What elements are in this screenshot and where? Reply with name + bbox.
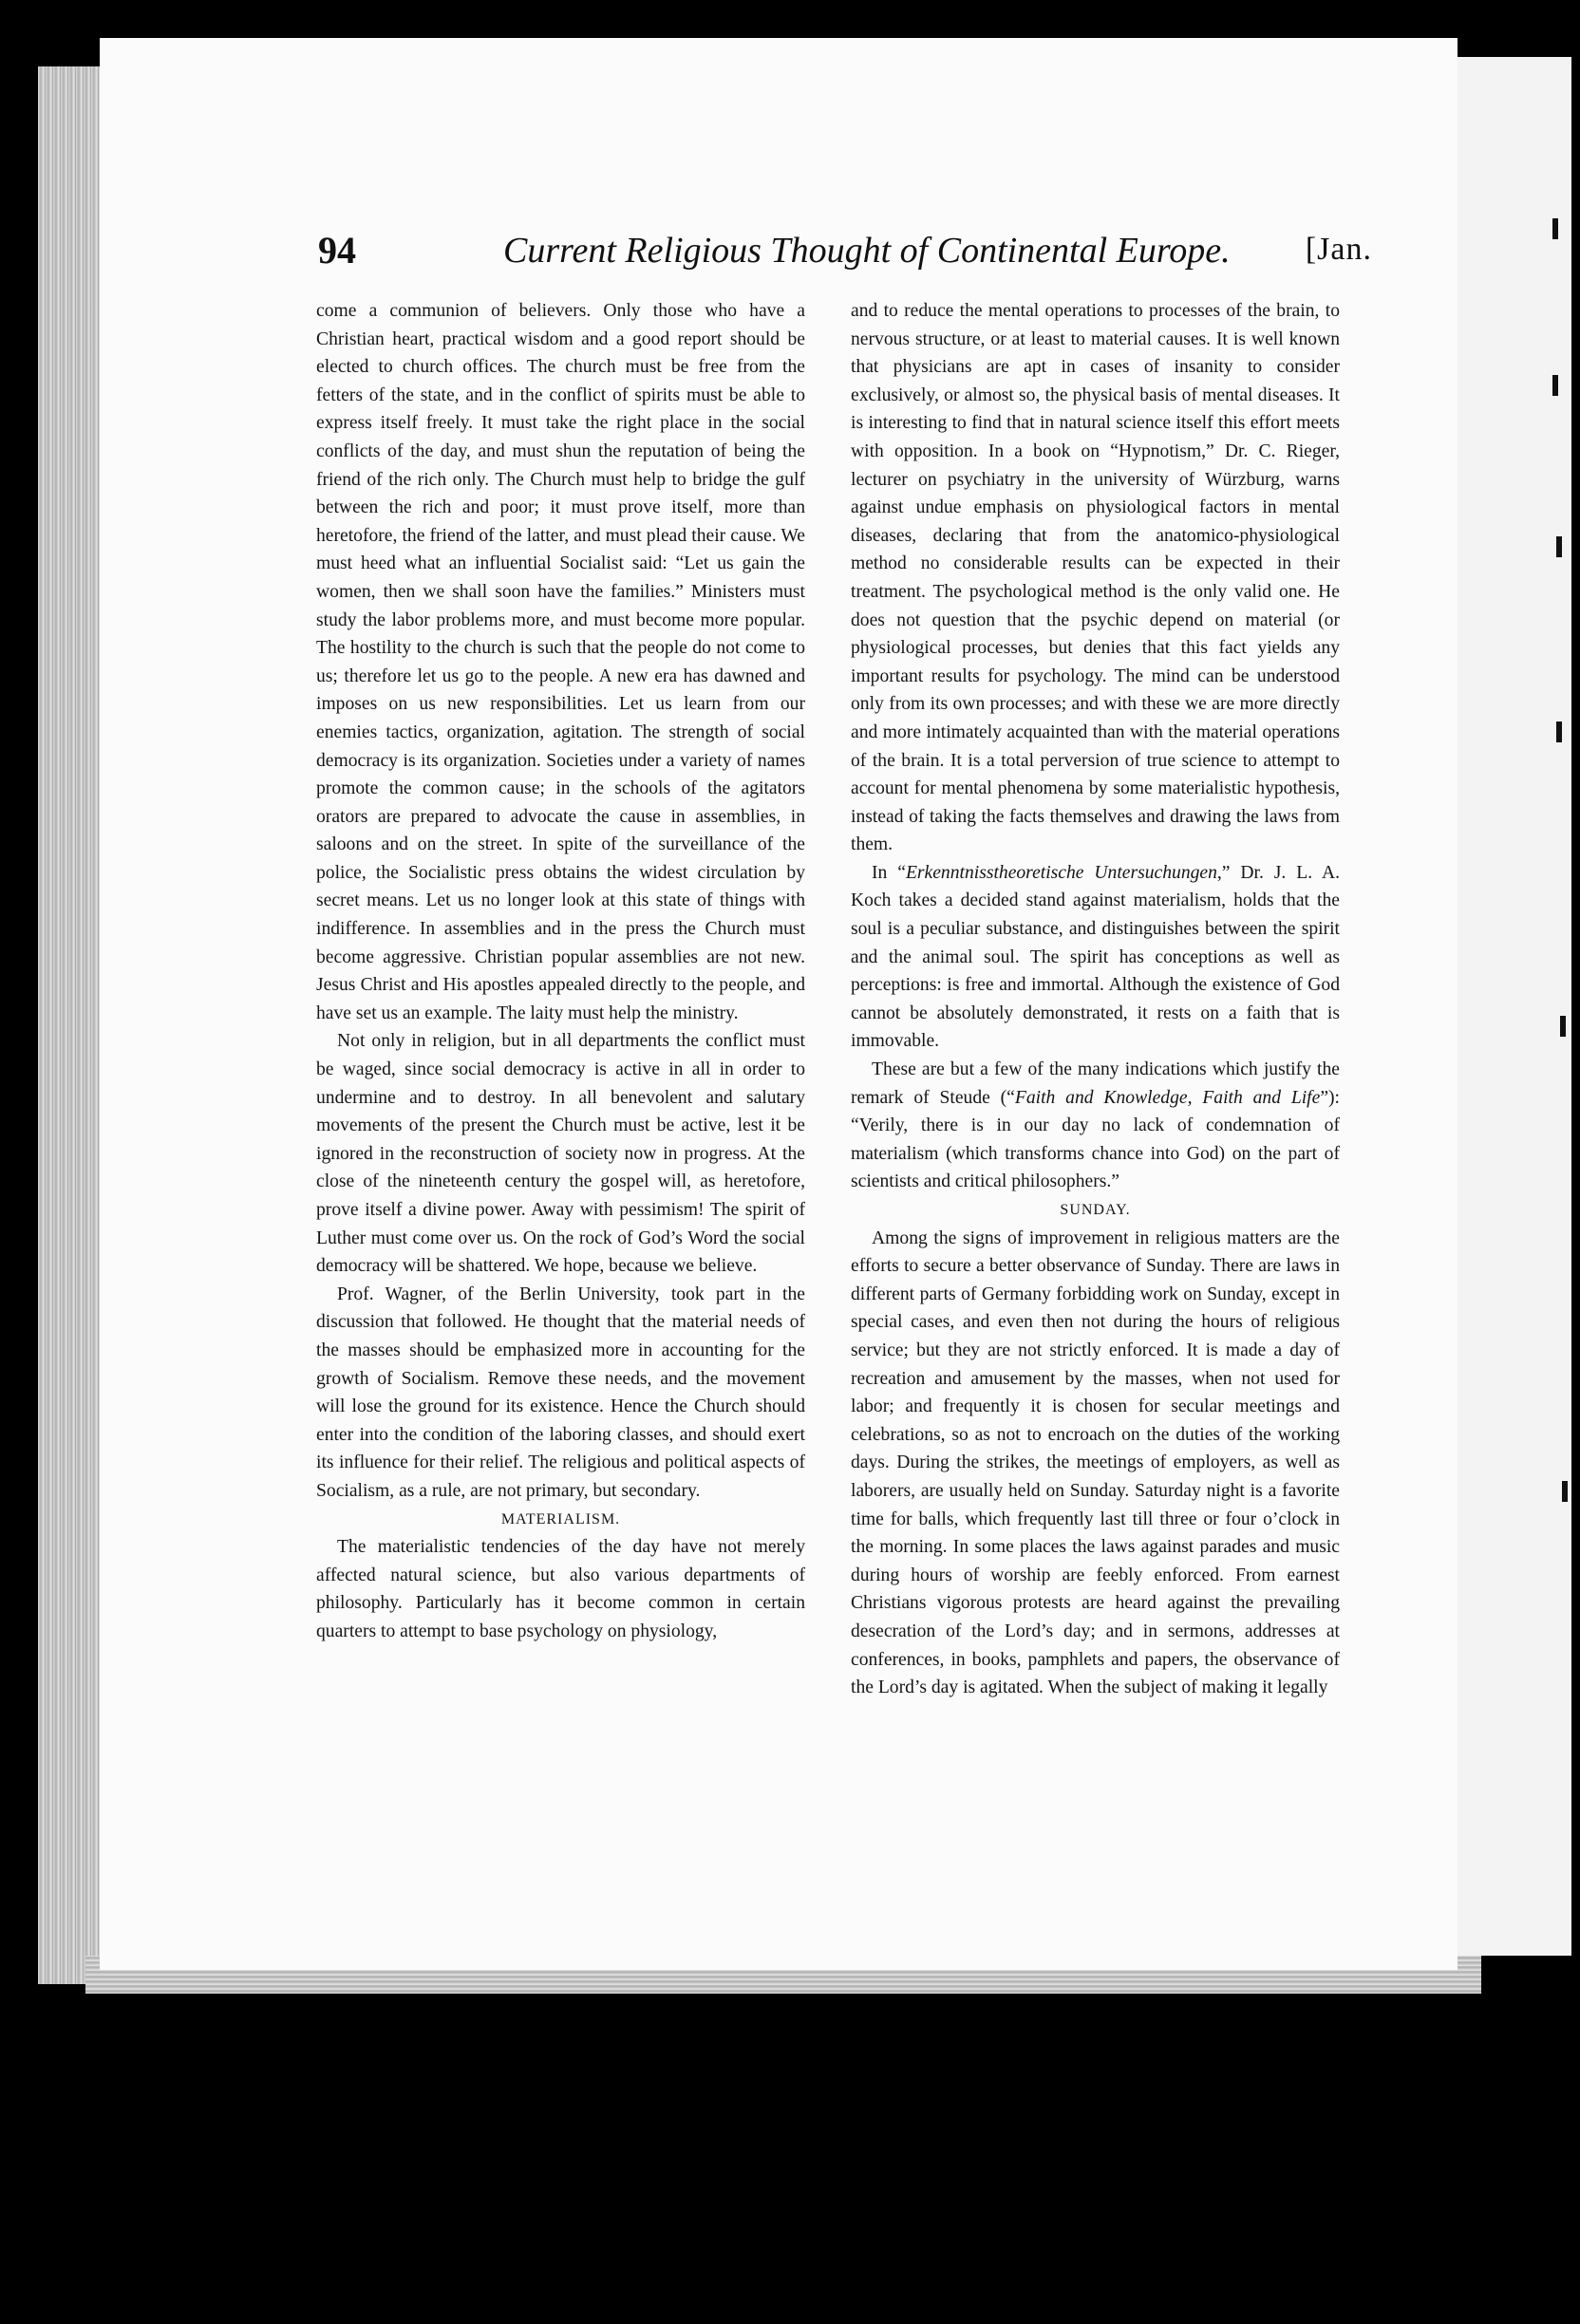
right-column <box>851 297 1340 1702</box>
edge-mark <box>1556 536 1562 557</box>
text-span: These are but a few of the many indications which justify the remark of Steude (“ <box>851 1059 1340 1108</box>
book-page-edges <box>38 66 104 1984</box>
paragraph: Among the signs of improvement in religious matters are the efforts to secure a better observance of Sunday. There are laws in different parts of Germany forbidding work on Sunday, except in special cases, and even then not during the hours of religious service; but they are not strictly enforced. It is made a day of recreation and amusement by the masses, when not used for labor; and frequently it is chosen for secular meetings and celebrations, so as not to encroach on the duties of the working days. During the strikes, the meetings of employers, as well as laborers, are usually held on Sunday. Saturday night is a favorite time for balls, which frequently last till three or four o’clock in the morning. In some places the laws against parades and music during hours of worship are feebly enforced. From earnest Christians vigorous protests are heard against the prevailing desecration of the Lord’s day; and in sermons, addresses at conferences, in books, pamphlets and papers, the observance of the Lord’s day is agitated. When the subject of making it legally <box>851 1228 1340 1698</box>
edge-mark <box>1552 218 1558 239</box>
facing-page-edge <box>1458 57 1571 1956</box>
paragraph: come a communion of believers. Only those who have a Christian heart, practical wisdom and a good report should be elected to church offices. The church must be free from the fetters of the state, and in the conflict of spirits must be able to express itself freely. It must take the right place in the social conflicts of the day, and must shun the reputation of being the friend of the rich only. The Church must help to bridge the gulf between the rich and poor; it must prove itself, more than heretofore, the friend of the latter, and must plead their cause. We must heed what an influential Socialist said: “Let us gain the women, then we shall soon have the families.” Ministers must study the labor problems more, and must become more popular. The hostility to the church is such that the people do not come to us; therefore let us go to the people. A new era has dawned and imposes on us new responsibilities. Let us learn from our enemies tactics, organization, agitation. The strength of social democracy is its organization. Societies under a variety of names promote the common cause; in the schools of the agitators orators are prepared to advocate the cause in assemblies, in saloons and on the street. In spite of the surveillance of the police, the Socialistic press obtains the widest circulation by secret means. Let us no longer look at this state of things with indifference. In assemblies and in the press the Church must become aggressive. Christian popular assemblies are not new. Jesus Christ and His apostles appealed directly to the people, and have set us an example. The laity must help the ministry. <box>316 301 805 1023</box>
running-month: [Jan. <box>1305 232 1372 267</box>
paragraph: Not only in religion, but in all departments the conflict must be waged, since social democracy is active in all in order to undermine and to destroy. In all benevolent and salutary movements of the present the Church must be active, lest it be ignored in the reconstruction of society now in progress. At the close of the nineteenth century the gospel will, as heretofore, prove itself a divine power. Away with pessimism! The spirit of Luther must come over us. On the rock of God’s Word the social democracy will be shattered. We hope, because we believe. <box>316 1031 805 1277</box>
book-title: Erkenntnisstheoretische Untersuchungen <box>905 862 1217 883</box>
book-title: Faith and Knowledge, Faith and Life <box>1014 1087 1321 1108</box>
paragraph: The materialistic tendencies of the day have not merely affected natural science, but also various departments of philosophy. Particularly has it become common in certain quarters to attempt to base psychology on physiology, <box>316 1537 805 1641</box>
page-header <box>318 228 1372 275</box>
paragraph-koch <box>851 859 1340 1056</box>
paragraph-steude <box>851 1056 1340 1196</box>
running-title: Current Religious Thought of Continental Europe. <box>503 231 1231 271</box>
text-span: In “ <box>872 862 906 883</box>
left-column <box>316 297 805 1646</box>
text-span: ,” Dr. J. L. A. Koch takes a decided stand against materialism, holds that the soul is a peculiar substance, and distinguishes between the spirit and the animal soul. The spirit has conceptions as well as perceptions: is free and immortal. Although the existence of God cannot be absolutely demonstrated, it rests on a faith that is immovable. <box>851 862 1340 1052</box>
text-span: ”): “Verily, there is in our day no lack of condemnation of materialism (which transforms chance into God) on the part of scientists and critical philosophers.” <box>851 1087 1340 1192</box>
section-heading-materialism: MATERIALISM. <box>500 1510 621 1527</box>
paragraph: and to reduce the mental operations to processes of the brain, to nervous structure, or at least to material causes. It is well known that physicians are apt in cases of insanity to consider exclusively, or almost so, the physical basis of mental diseases. It is interesting to find that in natural science itself this effort meets with opposition. In a book on “Hypnotism,” Dr. C. Rieger, lecturer on psychiatry in the university of Würzburg, warns against undue emphasis on physiological factors in mental diseases, declaring that from the anatomico-physiological method no considerable results can be expected in their treatment. The psychological method is the only valid one. He does not question that the psychic depend on material (or physiological processes, but denies that this fact yields any important results for psychology. The mind can be understood only from its own processes; and with these we are more directly and more intimately acquainted than with the material operations of the brain. It is a total perversion of true science to attempt to account for mental phenomena by some materialistic hypothesis, instead of taking the facts themselves and drawing the laws from them. <box>851 301 1340 855</box>
paragraph: Prof. Wagner, of the Berlin University, took part in the discussion that followed. He thought that the material needs of the masses should be emphasized more in accounting for the growth of Socialism. Remove these needs, and the movement will lose the ground for its existence. Hence the Church should enter into the condition of the laboring classes, and should exert its influence for their relief. The religious and political aspects of Socialism, as a rule, are not primary, but secondary. <box>316 1284 805 1501</box>
edge-mark <box>1562 1481 1568 1502</box>
edge-mark <box>1552 375 1558 396</box>
edge-mark <box>1560 1016 1566 1037</box>
page-number: 94 <box>318 229 356 272</box>
section-heading-sunday: SUNDAY. <box>1060 1202 1131 1218</box>
edge-mark <box>1556 722 1562 742</box>
